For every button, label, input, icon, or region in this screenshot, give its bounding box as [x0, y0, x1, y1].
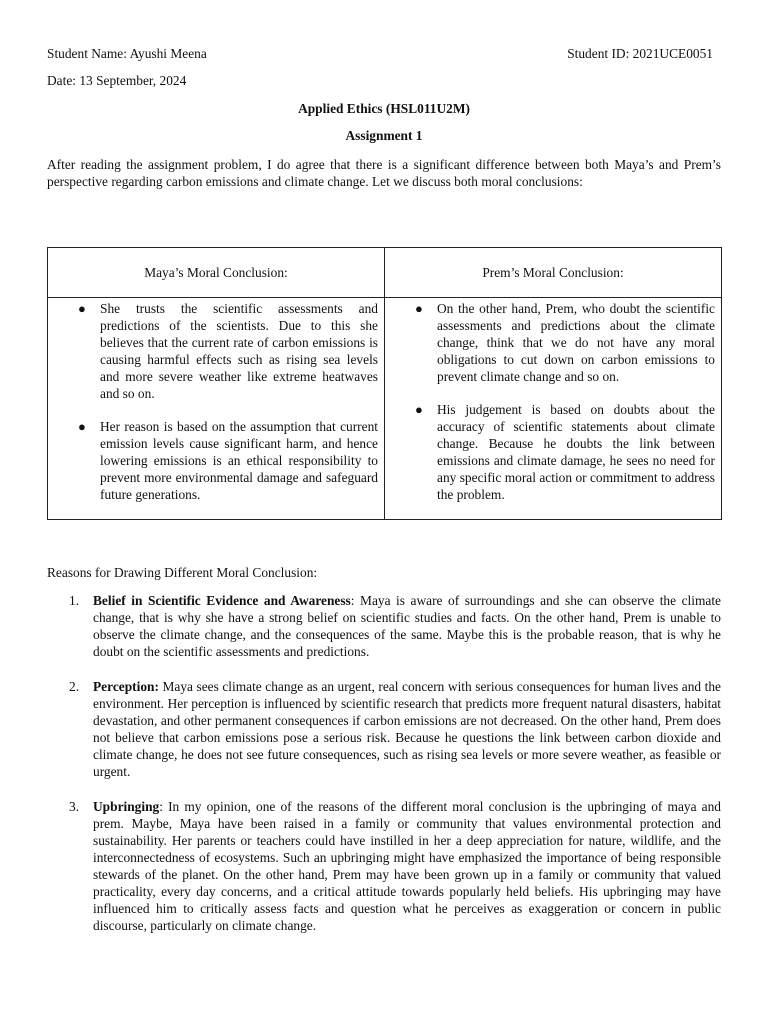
list-item — [78, 300, 378, 402]
reason-lead: Upbringing — [93, 799, 160, 814]
student-name: Student Name: Ayushi Meena — [47, 46, 207, 61]
prem-conclusion-cell — [385, 298, 722, 520]
bullet-icon: ● — [415, 402, 423, 417]
maya-point-2: Her reason is based on the assumption that current emission levels cause significant harm, and hence lowering emissions is an ethical responsibility to prevent more environmental damage and safeguard future generations. — [100, 419, 378, 502]
reasons-heading: Reasons for Drawing Different Moral Conclusion: — [47, 565, 318, 580]
reason-number: 3. — [69, 799, 80, 814]
maya-point-1: She trusts the scientific assessments and predictions of the scientists. Due to this she believes that the current rate of carbon emissions is causing harmful effects such as rising sea levels and more severe weather like extreme heatwaves and so on. — [100, 301, 378, 401]
reason-text: : Maya is aware of surroundings and she can observe the climate change, that is why she have a strong belief on scientific studies and facts. On the other hand, Prem is unable to observe the climate change, and the consequences of the same. Maybe this is the probable reason, that is why he doubt on the scientific assessments and predictions. — [93, 593, 721, 659]
maya-conclusion-cell — [48, 298, 385, 520]
list-item — [415, 300, 715, 385]
prem-bullet-list — [391, 300, 715, 503]
maya-bullet-list — [54, 300, 378, 503]
reason-item — [47, 798, 721, 934]
bullet-icon: ● — [78, 301, 86, 316]
reason-text: : In my opinion, one of the reasons of the different moral conclusion is the upbringing of maya and prem. Maybe, Maya have been raised in a family or community that values environmental protection and sustainability. Her parents or teachers could have instilled in her a deep appreciation for nature, wildlife, and the interconnectedness of ecosystems. Such an upbringing might have emphasized the importance of being responsible stewards of the planet. On the other hand, Prem may have been grown up in a family or community that valued practicality, every day concerns, and a critical attitude towards popularly held beliefs. His upbringing may have influenced him to critically assess facts and question what he perceives as exaggeration or concern in public discourse, particularly on climate change. — [93, 799, 721, 933]
bullet-icon: ● — [415, 301, 423, 316]
prem-header-cell: Prem’s Moral Conclusion: — [385, 248, 722, 298]
reason-text: Maya sees climate change as an urgent, real concern with serious consequences for human lives and the environment. Her perception is influenced by scientific research that predicts more frequent natural disasters, habitat devastation, and other permanent consequences if carbon emissions are not decreased. On the other hand, Prem does not believe that carbon emissions pose a serious risk. Because he questions the link between carbon dioxide and climate change, he does not see future consequences, such as rising sea levels or more severe weather, as feasible or urgent. — [93, 679, 721, 779]
reason-number: 1. — [69, 593, 80, 608]
reason-number: 2. — [69, 679, 80, 694]
reasons-list — [47, 592, 721, 952]
prem-point-1: On the other hand, Prem, who doubt the scientific assessments and predictions about the climate change, think that we do not have any moral obligations to cut down on carbon emissions to prevent climate change and so on. — [437, 301, 715, 384]
document-title: Applied Ethics (HSL011U2M) — [298, 101, 470, 116]
maya-header-cell: Maya’s Moral Conclusion: — [48, 248, 385, 298]
student-id: Student ID: 2021UCE0051 — [567, 46, 713, 61]
document-subtitle: Assignment 1 — [345, 128, 423, 143]
list-item — [415, 401, 715, 503]
prem-point-2: His judgement is based on doubts about the accuracy of scientific statements about climate change. Because he doubts the link between emissions and climate damage, he sees no need for any specific moral action or commitment to address the problem. — [437, 402, 715, 502]
bullet-icon: ● — [78, 419, 86, 434]
date: Date: 13 September, 2024 — [47, 73, 187, 88]
reason-lead: Perception: — [93, 679, 159, 694]
conclusions-table — [47, 247, 722, 520]
reason-lead: Belief in Scientific Evidence and Awareness — [93, 593, 351, 608]
reason-item — [47, 592, 721, 660]
reason-item — [47, 678, 721, 780]
intro-paragraph: After reading the assignment problem, I do agree that there is a significant difference between both Maya’s and Prem’s perspective regarding carbon emissions and climate change. Let we discuss both moral conclusions: — [47, 157, 721, 189]
list-item — [78, 418, 378, 503]
